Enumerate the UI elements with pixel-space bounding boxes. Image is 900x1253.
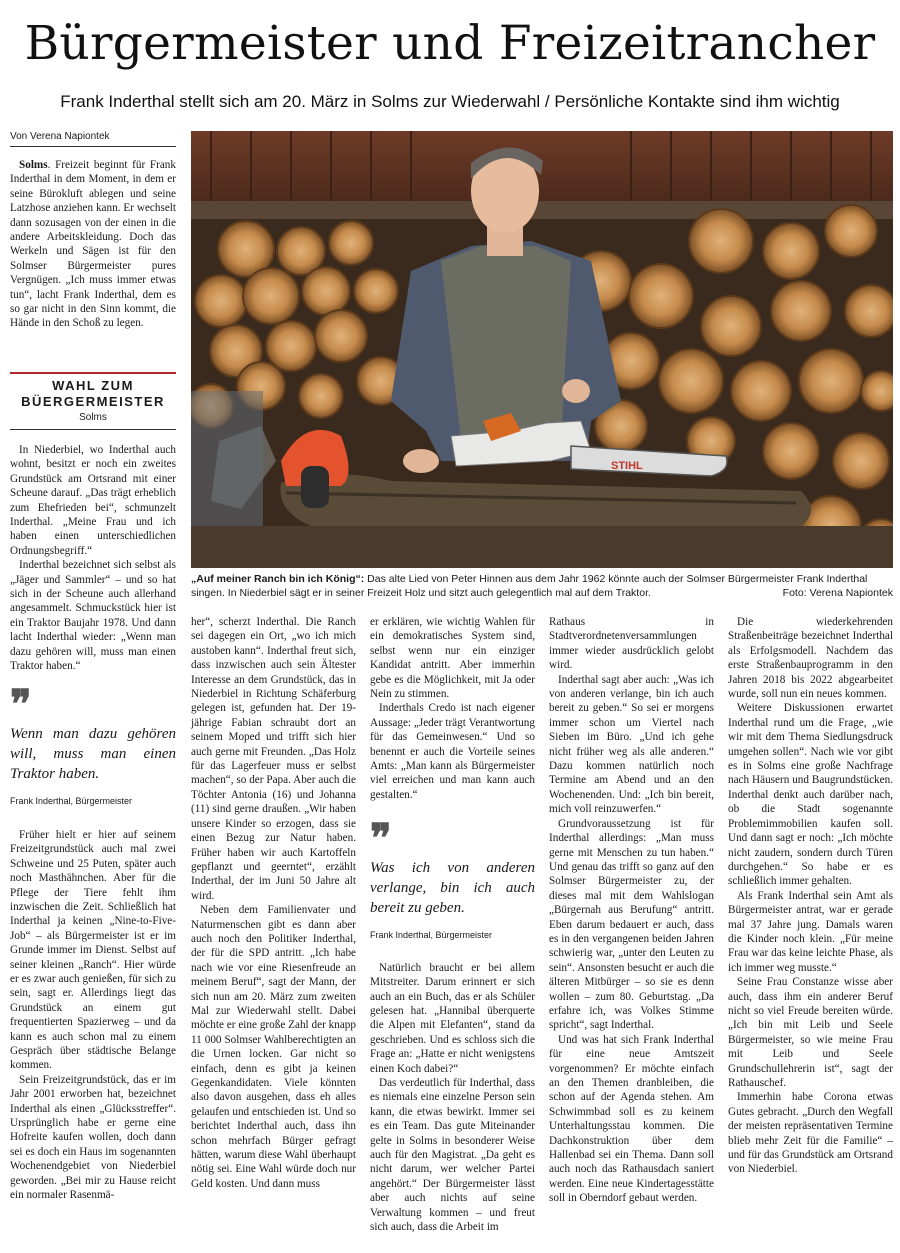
col5-paragraph: Immerhin habe Corona etwas Gutes gebracht. „Durch den Wegfall der meisten repräsentativen Termine blieb mehr Zeit für die Familie“ – und für das Grundstück am Ortsrand von Niederbiel. <box>728 1091 893 1176</box>
column-1 <box>10 443 176 1202</box>
intro-block <box>10 158 176 331</box>
col2-paragraph: her“, scherzt Inderthal. Die Ranch sei dagegen ein Ort, „wo ich mich austoben kann“. Inderthal freut sich, dass inzwischen auch sein Ältester Interesse an dem Grundstück, das in Niederbiel in Richtung Schäferburg gelegen ist, gefunden hat. Der 19-jährige Fabian schraubt dort an seinem Moped und trifft sich hier auch gerne mit Freunden. „Das Holz für das Lagerfeuer muss er selbst machen“, so der Papa. Aber auch die Töchter Antonia (16) und Johanna (11) sind gerne draußen. „Wir haben unsere Kinder so erzogen, dass sie einen Bezug zur Natur haben. Früher haben wir auch Kartoffeln gepflanzt und geerntet“, erzählt Inderthal, der im Juni 50 Jahre alt wird. <box>191 616 356 902</box>
col1-paragraph: Inderthal bezeichnet sich selbst als „Jäger und Sammler“ – und so hat sich in der Scheune auch allerhand angesammelt. Schmuckstück hier ist ein Traktor Baujahr 1978. Und dann lacht Inderthal wieder: „Wenn man dazu gehören will, muss man einen Traktor haben.“ <box>10 559 176 673</box>
col5-paragraph: Als Frank Inderthal sein Amt als Bürgermeister antrat, war er gerade mal 37 Jahre jung. Damals waren die Kinder noch klein. „Für meine Frau war das keine leichte Phase, als ich immer weg musste.“ <box>728 889 893 974</box>
col3-paragraph: Natürlich braucht er bei allem Mitstreiter. Darum erinnert er sich auch an ein Buch, das er als Schüler gelesen hat. „Hannibal überquerte die Alpen mit Elefanten“, stand da geschrieben. Und es schloss sich die Frage an: „Hatte er nicht wenigstens einen Koch dabei?“ <box>370 961 535 1075</box>
headline: Bürgermeister und Freizeitrancher <box>24 16 876 71</box>
column-3 <box>370 615 535 1234</box>
article-photo <box>191 131 893 568</box>
photo-caption <box>191 572 893 600</box>
col3-paragraph: er erklären, wie wichtig Wahlen für ein demokratisches System sind, selbst wenn nur ein einziger Kandidat antritt. Aber immerhin gebe es die Möglichkeit, mit Ja oder Nein zu stimmen. <box>370 616 535 701</box>
caption-text: Das alte Lied von Peter Hinnen aus dem Jahr 1962 könnte auch der Solmser Bürgermeister Frank Inderthal singen. In Niederbiel sägt er in seiner Freizeit Holz und sitzt auch gelegentlich mal auf dem Traktor. <box>191 573 868 599</box>
quote-mark-icon: ❞ <box>370 815 392 863</box>
column-5 <box>728 615 893 1177</box>
section-box <box>10 372 176 430</box>
col5-paragraph: Die wiederkehrenden Straßenbeiträge bezeichnet Inderthal als Erfolgsmodell. Nachdem das erste Straßenbauprogramm in den Jahren 2018 bis 2022 abgearbeitet wurde, soll nun ein neues kommen. <box>728 616 893 701</box>
photo-credit: Foto: Verena Napiontek <box>782 587 893 599</box>
section-box-subtitle: Solms <box>79 412 107 423</box>
col4-paragraph: Und was hat sich Frank Inderthal für eine neue Amtszeit vorgenommen? Er möchte einfach an den Themen dranbleiben, die schon auf der Agenda stehen. Am Schwimmbad soll es zu keinem Unterhaltungsstau kommen. Die Dachkonstruktion über dem Hallenbad sei ein Thema. Dann soll auch noch das Rathausdach saniert werden. Eine neue Kindertagesstätte soll in Oberndorf gebaut werden. <box>549 1033 714 1205</box>
pull-quote-1 <box>10 680 176 808</box>
col1-paragraph: Sein Freizeitgrundstück, das er im Jahr 2001 erworben hat, bezeichnet Inderthal als einen „Glücksstreffer“. Ursprünglich habe er gerne eine Hofreite kaufen wollen, doch dann sei es doch ein Haus im sogenannten Wochenendgebiet von Niederbiel geworden. „Bei mir zu Hause reicht ein normaler Rasenmä- <box>10 1073 176 1202</box>
quote-mark-icon: ❞ <box>10 680 32 728</box>
photo-illustration <box>191 131 893 568</box>
col3-paragraph: Das verdeutlich für Inderthal, dass es niemals eine einzelne Person sein kann, die etwas bewirkt. Immer sei es ein Team. Das gute Miteinander gelte in Solms in besonderer Weise auch für den Magistrat. „Da geht es nicht darum, wer welcher Partei angehört.“ Der Bürgermeister lässt aber auch nichts auf seine Verwaltung kommen – und freut sich auch, dass die Arbeit im <box>370 1076 535 1233</box>
col1-paragraph: Früher hielt er hier auf seinem Freizeitgrundstück auch mal zwei Schweine und 25 Puten, später auch noch Masthähnchen. Aber für die Pflege der Tiere fehlt ihm inzwischen die Zeit. Schließlich hat Inderthal ja keinen „Nine-to-Five-Job“ – als Bürgermeister ist er im Grunde immer im Dienst. Selbst auf seiner kleinen „Ranch“. Hier würde er es zwar auch genießen, für sich zu sein, sagt er. Allerdings liegt das Grundstück an einem gut frequentierten Spazierweg – und da kann es auch schon mal zu einem Gespräch über städtische Belange kommen. <box>10 828 176 1072</box>
section-box-rule <box>10 429 176 430</box>
col3-paragraph: Inderthals Credo ist nach eigener Aussage: „Jeder trägt Verantwortung für das Gemeinwesen.“ Und so benennt er auch die Vorteile seines Amts: „Man kann als Bürgermeister viel erreichen und man kann auch gestalten.“ <box>370 702 535 801</box>
quote-source: Frank Inderthal, Bürgermeister <box>10 795 133 806</box>
col4-paragraph: Inderthal sagt aber auch: „Was ich von anderen verlange, bin ich auch bereit zu geben.“ So sei er morgens immer schon um Viertel nach Sieben im Büro. „Und ich gehe nicht früher weg als alle anderen.“ Dazu kommen natürlich noch Termine am Abend und an den Wochenenden. Und: „Ich bin bereit, mich voll reinzuwerfen.“ <box>549 673 714 816</box>
quote-source: Frank Inderthal, Bürgermeister <box>370 930 493 941</box>
column-2 <box>191 615 356 1191</box>
section-box-title: WAHL ZUM BÜERGERMEISTER <box>21 378 165 409</box>
col4-paragraph: Rathaus in Stadtverordnetenversammlungen immer wieder ausdrücklich gelobt wird. <box>549 616 714 672</box>
intro-text: . Freizeit beginnt für Frank Inderthal in dem Moment, in dem er seine Bürokluft ablegen und seine Latzhose anziehen kann. Er wechselt dann sozusagen von der einen in die andere Arbeitskleidung. Doch das Werkeln und Sägen ist für den Solmser Bürgermeister pures Vergnügen. „Ich muss immer etwas tun“, lacht Frank Inderthal, dem es so gar nicht in den Sinn kommt, die Hände in den Schoß zu legen. <box>10 159 176 330</box>
intro-paragraph <box>10 158 176 331</box>
col2-paragraph: Neben dem Familienvater und Naturmenschen gibt es dann aber auch noch den Politiker Inderthal, der für die SPD antritt. „Ich habe nach wie vor eine Riesenfreude an meinem Beruf“, sagt der Mann, der sich nun am 20. März zum zweiten Mal zur Wiederwahl stellt. Dabei möchte er eine große Zahl der knapp 11 000 Solmser Wahlberechtigten an die Urnen locken. Gar nicht so einfach, denn es gibt ja keinen Gegenkandidaten. Viele könnten also davon ausgehen, dass eh alles gelaufen und entschieden ist. Und so berichtet Inderthal auch, dass ihn schon mehrfach Bürger gefragt hätten, warum diese Wahl überhaupt nötig sei. Eine Wahl würde doch nur Geld kosten. Und dann muss <box>191 904 356 1190</box>
quote-text: Was ich von anderen verlange, bin ich auch bereit zu geben. <box>370 860 535 917</box>
subheadline: Frank Inderthal stellt sich am 20. März in Solms zur Wiederwahl / Persönliche Kontakte sind ihm wichtig <box>60 92 840 111</box>
col1-paragraph: In Niederbiel, wo Inderthal auch wohnt, besitzt er noch ein zweites Grundstück am Ortsrand mit einer Scheune darauf. „Das trägt erheblich zum Ehefrieden bei“, schmunzelt Inderthal. „Meine Frau und ich haben einen unterschiedlichen Ordnungsbegriff.“ <box>10 444 176 557</box>
caption-lead: „Auf meiner Ranch bin ich König“: <box>191 573 365 585</box>
column-4 <box>549 615 714 1206</box>
intro-place: Solms <box>19 159 48 171</box>
col4-paragraph: Grundvoraussetzung ist für Inderthal allerdings: „Man muss gerne mit Menschen zu tun haben.“ Und genau das trifft so ganz auf den Solmser Bürgermeister zu, der dieses mal mit dem Wahlslogan „Bürgernah aus Berufung“ antritt. Eben darum bedauert er auch, dass es in den vergangenen beiden Jahren schwierig war, „unter den Leuten zu sein“. Ansonsten besucht er auch die älteren Mitbürger – so sie es denn wollen – zum 80. Geburtstag. „Da erfahre ich, was Volkes Stimme spricht“, sagt Inderthal. <box>549 817 714 1032</box>
col5-paragraph: Weitere Diskussionen erwartet Inderthal rund um die Frage, „wie wir mit dem Thema Siedlungsdruck umgehen sollen“. Nach wie vor gibt es in Solms eine große Nachfrage nach Häusern und Baugrundstücken. Inderthal denkt auch darüber nach, ob die Stadt sogenannte Problemimmobilien kaufen soll. Und dann sagt er noch: „Ich möchte nicht zaudern, sondern durch Türen durchgehen.“ So habe er es schließlich immer gehalten. <box>728 702 893 888</box>
col5-paragraph: Seine Frau Constanze wisse aber auch, dass ihm ein anderer Beruf nicht so viel Freude bereiten würde. „Ich bin mit Leib und Seele Bürgermeister, so wie meine Frau mit Leib und Seele Grundschullehrerin ist“, sagt der Rathauschef. <box>728 976 893 1089</box>
saw-brand-label: STIHL <box>611 460 643 472</box>
byline: Von Verena Napiontek <box>10 131 176 147</box>
quote-text: Wenn man dazu gehören will, muss man einen Traktor haben. <box>10 725 176 782</box>
pull-quote-2 <box>370 815 535 942</box>
